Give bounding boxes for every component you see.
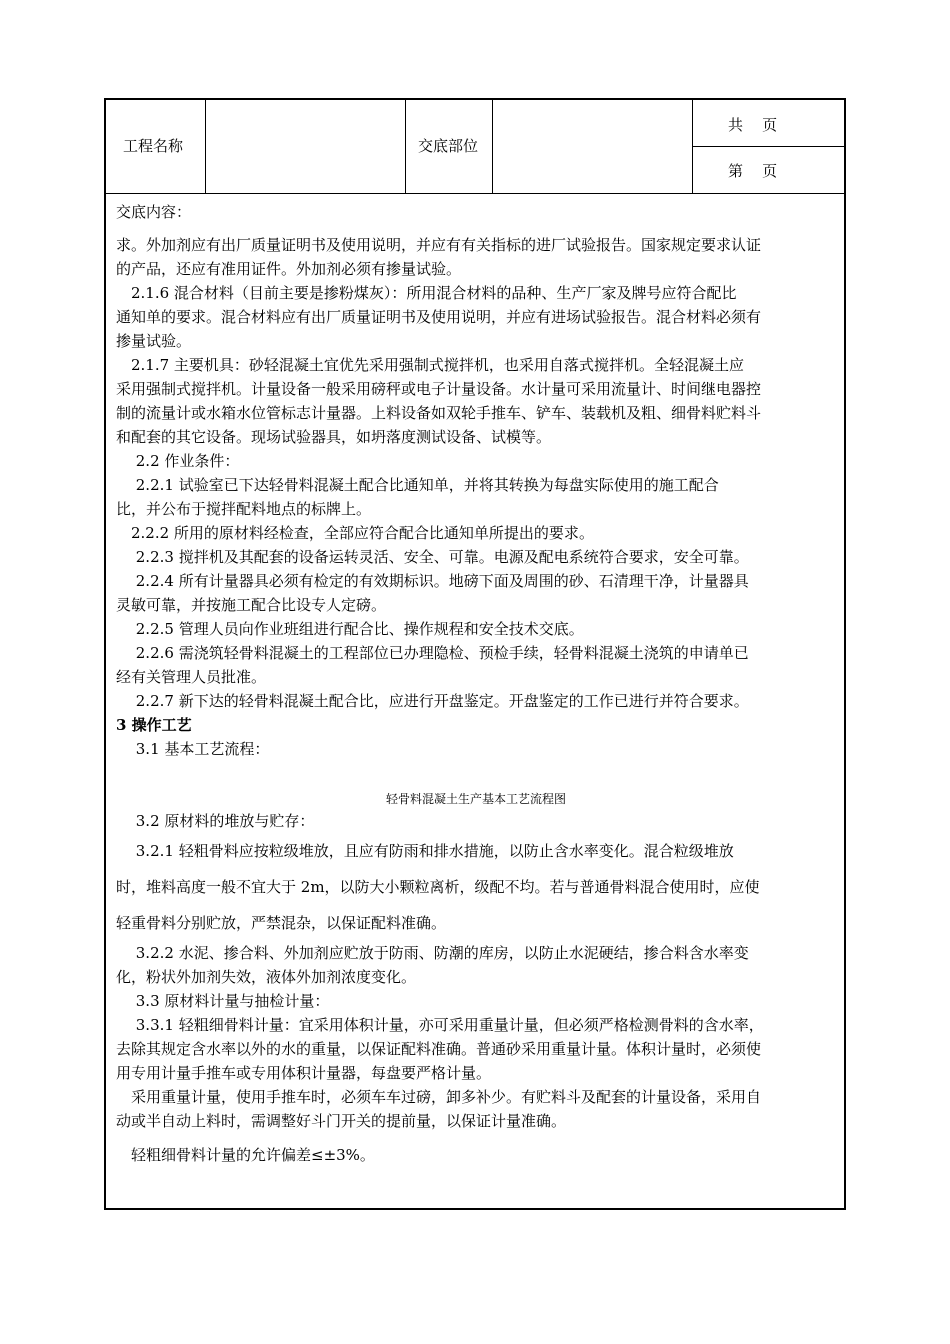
content-line: 2.2.4 所有计量器具必须有检定的有效期标识。地磅下面及周围的砂、石清理干净，计量器具 — [116, 572, 749, 590]
flowchart-placeholder — [116, 761, 836, 789]
content-line: 采用强制式搅拌机。计量设备一般采用磅秤或电子计量设备。水计量可采用流量计、时间继电器控 — [116, 380, 762, 398]
section-3-3-1-line: 动或半自动上料时，需调整好斗门开关的提前量，以保证计量准确。 — [116, 1112, 567, 1130]
section-3-3-1-line: 轻粗细骨料计量的允许偏差≤±3%。 — [116, 1146, 375, 1164]
content-label: 交底内容： — [116, 203, 192, 221]
header-divider — [405, 100, 406, 193]
section-3-2-1-line: 时，堆料高度一般不宜大于 2m，以防大小颗粒离析，级配不均。若与普通骨料混合使用时，应使 — [116, 878, 760, 896]
content-line: 经有关管理人员批准。 — [116, 668, 267, 686]
content-line: 灵敏可靠，并按施工配合比设专人定磅。 — [116, 596, 387, 614]
page-number-label: 第 页 — [728, 162, 778, 180]
content-line: 2.2.7 新下达的轻骨料混凝土配合比，应进行开盘鉴定。开盘鉴定的工作已进行并符合要求。 — [116, 692, 749, 710]
content-lines — [116, 233, 836, 713]
content-line: 2.2.6 需浇筑轻骨料混凝土的工程部位已办理隐检、预检手续，轻骨料混凝土浇筑的申请单已 — [116, 644, 749, 662]
disclosure-sheet — [104, 98, 846, 1210]
section-3-1: 3.1 基本工艺流程： — [116, 740, 270, 758]
section-3-3-1-line: 3.3.1 轻粗细骨料计量：宜采用体积计量，亦可采用重量计量，但必须严格检测骨料的含水率， — [116, 1016, 764, 1034]
section-3-2-2-line: 化，粉状外加剂失效，液体外加剂浓度变化。 — [116, 968, 417, 986]
section-3-2-2-line: 3.2.2 水泥、掺合料、外加剂应贮放于防雨、防潮的库房，以防止水泥硬结，掺合料含水率变 — [116, 944, 749, 962]
content-line: 2.2.2 所用的原材料经检查，全部应符合配合比通知单所提出的要求。 — [116, 524, 594, 542]
header-table — [106, 100, 844, 194]
project-name-label: 工程名称 — [123, 137, 184, 155]
content-line: 求。外加剂应有出厂质量证明书及使用说明，并应有有关指标的进厂试验报告。国家规定要求认证 — [116, 236, 762, 254]
section-3-3-1-line: 用专用计量手推车或专用体积计量器，每盘要严格计量。 — [116, 1064, 492, 1082]
content-line: 2.2.3 搅拌机及其配套的设备运转灵活、安全、可靠。电源及配电系统符合要求，安全可靠。 — [116, 548, 749, 566]
section-3-2-1-line: 3.2.1 轻粗骨料应按粒级堆放，且应有防雨和排水措施，以防止含水率变化。混合粒级堆放 — [116, 842, 734, 860]
content-line: 2.2.5 管理人员向作业班组进行配合比、操作规程和安全技术交底。 — [116, 620, 584, 638]
content-line: 掺量试验。 — [116, 332, 192, 350]
content-line: 2.1.6 混合材料（目前主要是掺粉煤灰）：所用混合材料的品种、生产厂家及牌号应符合配比 — [116, 284, 737, 302]
location-label: 交底部位 — [418, 137, 479, 155]
header-divider — [492, 100, 493, 193]
content-line: 2.2 作业条件： — [116, 452, 240, 470]
section-3-title: 3 操作工艺 — [116, 716, 192, 734]
project-name-value — [216, 100, 396, 193]
content-line: 制的流量计或水箱水位管标志计量器。上料设备如双轮手推车、铲车、装载机及粗、细骨料贮料斗 — [116, 404, 762, 422]
content-body — [116, 200, 836, 1167]
section-3-3: 3.3 原材料计量与抽检计量： — [116, 992, 330, 1010]
section-3-2: 3.2 原材料的堆放与贮存： — [116, 812, 315, 830]
section-3-3-1-line: 采用重量计量，使用手推车时，必须车车过磅，卸多补少。有贮料斗及配套的计量设备，采用自 — [116, 1088, 762, 1106]
content-line: 比，并公布于搅拌配料地点的标牌上。 — [116, 500, 372, 518]
header-divider — [692, 146, 844, 147]
total-pages-label: 共 页 — [728, 116, 778, 134]
section-3-2-1-line: 轻重骨料分别贮放，严禁混杂，以保证配料准确。 — [116, 914, 447, 932]
header-divider — [205, 100, 206, 193]
section-3-3-1-line: 去除其规定含水率以外的水的重量，以保证配料准确。普通砂采用重量计量。体积计量时，必须使 — [116, 1040, 762, 1058]
location-value — [504, 100, 684, 193]
flowchart-caption: 轻骨料混凝土生产基本工艺流程图 — [385, 792, 566, 806]
content-line: 2.1.7 主要机具：砂轻混凝土宜优先采用强制式搅拌机，也采用自落式搅拌机。全轻混凝土应 — [116, 356, 744, 374]
content-line: 的产品，还应有准用证件。外加剂必须有掺量试验。 — [116, 260, 462, 278]
content-line: 2.2.1 试验室已下达轻骨料混凝土配合比通知单，并将其转换为每盘实际使用的施工配合 — [116, 476, 719, 494]
content-line: 通知单的要求。混合材料应有出厂质量证明书及使用说明，并应有进场试验报告。混合材料必须有 — [116, 308, 762, 326]
content-line: 和配套的其它设备。现场试验器具，如坍落度测试设备、试模等。 — [116, 428, 552, 446]
